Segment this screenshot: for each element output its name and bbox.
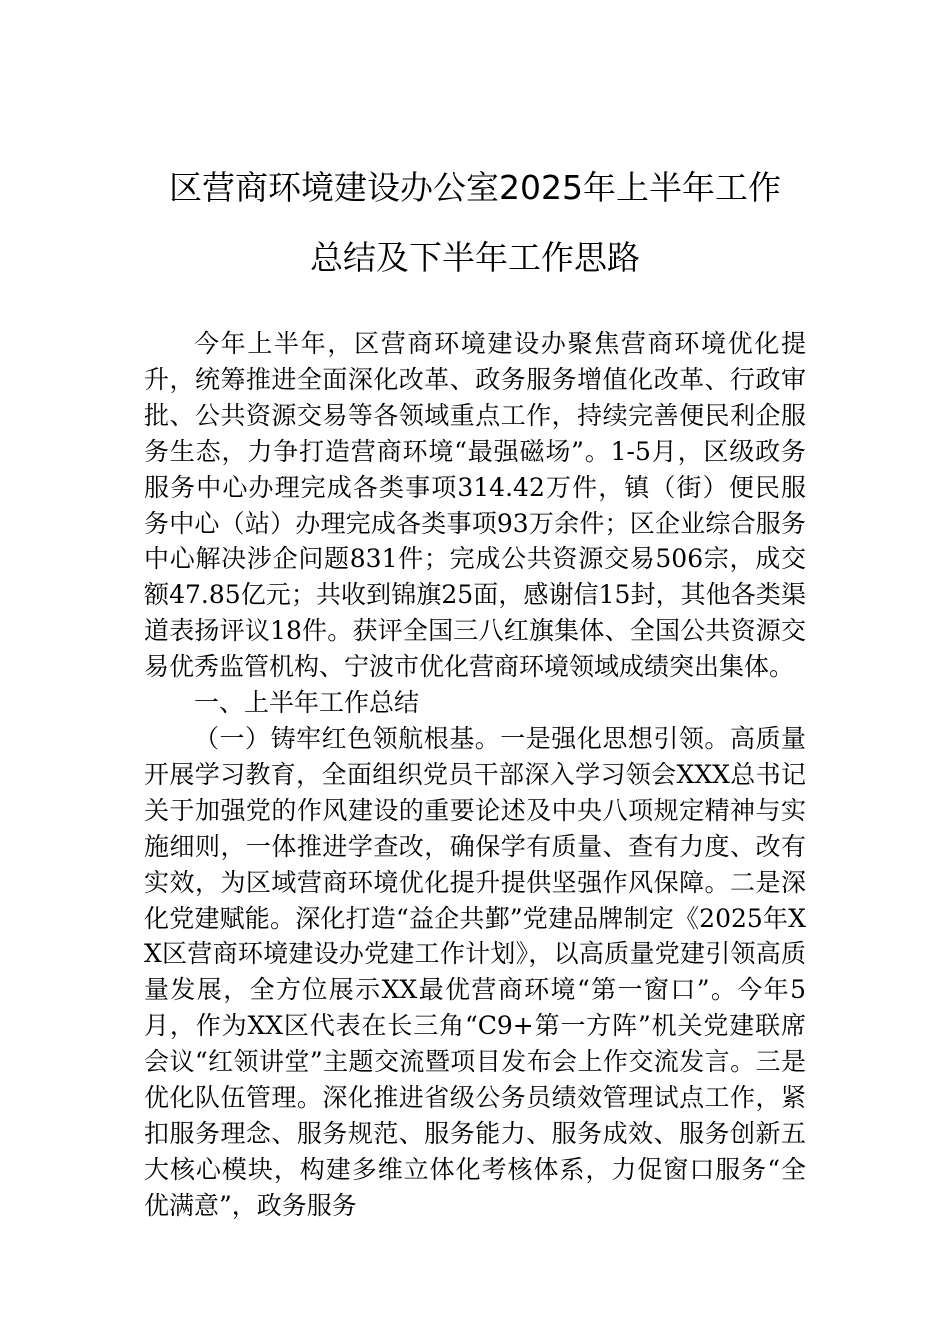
intro-paragraph: 今年上半年，区营商环境建设办聚焦营商环境优化提升，统筹推进全面深化改革、政务服务增值化改革、行政审批、公共资源交易等各领域重点工作，持续完善便民利企服务生态，力争打造营商环境“最强磁场”。1-5月，区级政务服务中心办理完成各类事项314.42万件，镇（街）便民服务中心（站）办理完成各类事项93万余件；区企业综合服务中心解决涉企问题831件；完成公共资源交易506宗，成交额47.85亿元；共收到锦旗25面，感谢信15封，其他各类渠道表扬评议18件。获评全国三八红旗集体、全国公共资源交易优秀监管机构、宁波市优化营商环境领域成绩突出集体。: [144, 329, 806, 682]
document-title-line-2: 总结及下半年工作思路: [310, 238, 640, 277]
document-title-line-1: 区营商环境建设办公室2025年上半年工作: [169, 168, 781, 207]
section-paragraph: （一）铸牢红色领航根基。一是强化思想引领。高质量开展学习教育，全面组织党员干部深入学习领会XXX总书记关于加强党的作风建设的重要论述及中央八项规定精神与实施细则，一体推进学查改，确保学有质量、查有力度、改有实效，为区域营商环境优化提升提供坚强作风保障。二是深化党建赋能。深化打造“益企共鄞”党建品牌制定《2025年XX区营商环境建设办党建工作计划》，以高质量党建引领高质量发展，全方位展示XX最优营商环境“第一窗口”。今年5月，作为XX区代表在长三角“C9+第一方阵”机关党建联席会议“红领讲堂”主题交流暨项目发布会上作交流发言。三是优化队伍管理。深化推进省级公务员绩效管理试点工作，紧扣服务理念、服务规范、服务能力、服务成效、服务创新五大核心模块，构建多维立体化考核体系，力促窗口服务“全优满意”，政务服务: [144, 723, 806, 1220]
document-body: [144, 326, 806, 1224]
section-heading: 一、上半年工作总结: [194, 688, 420, 718]
